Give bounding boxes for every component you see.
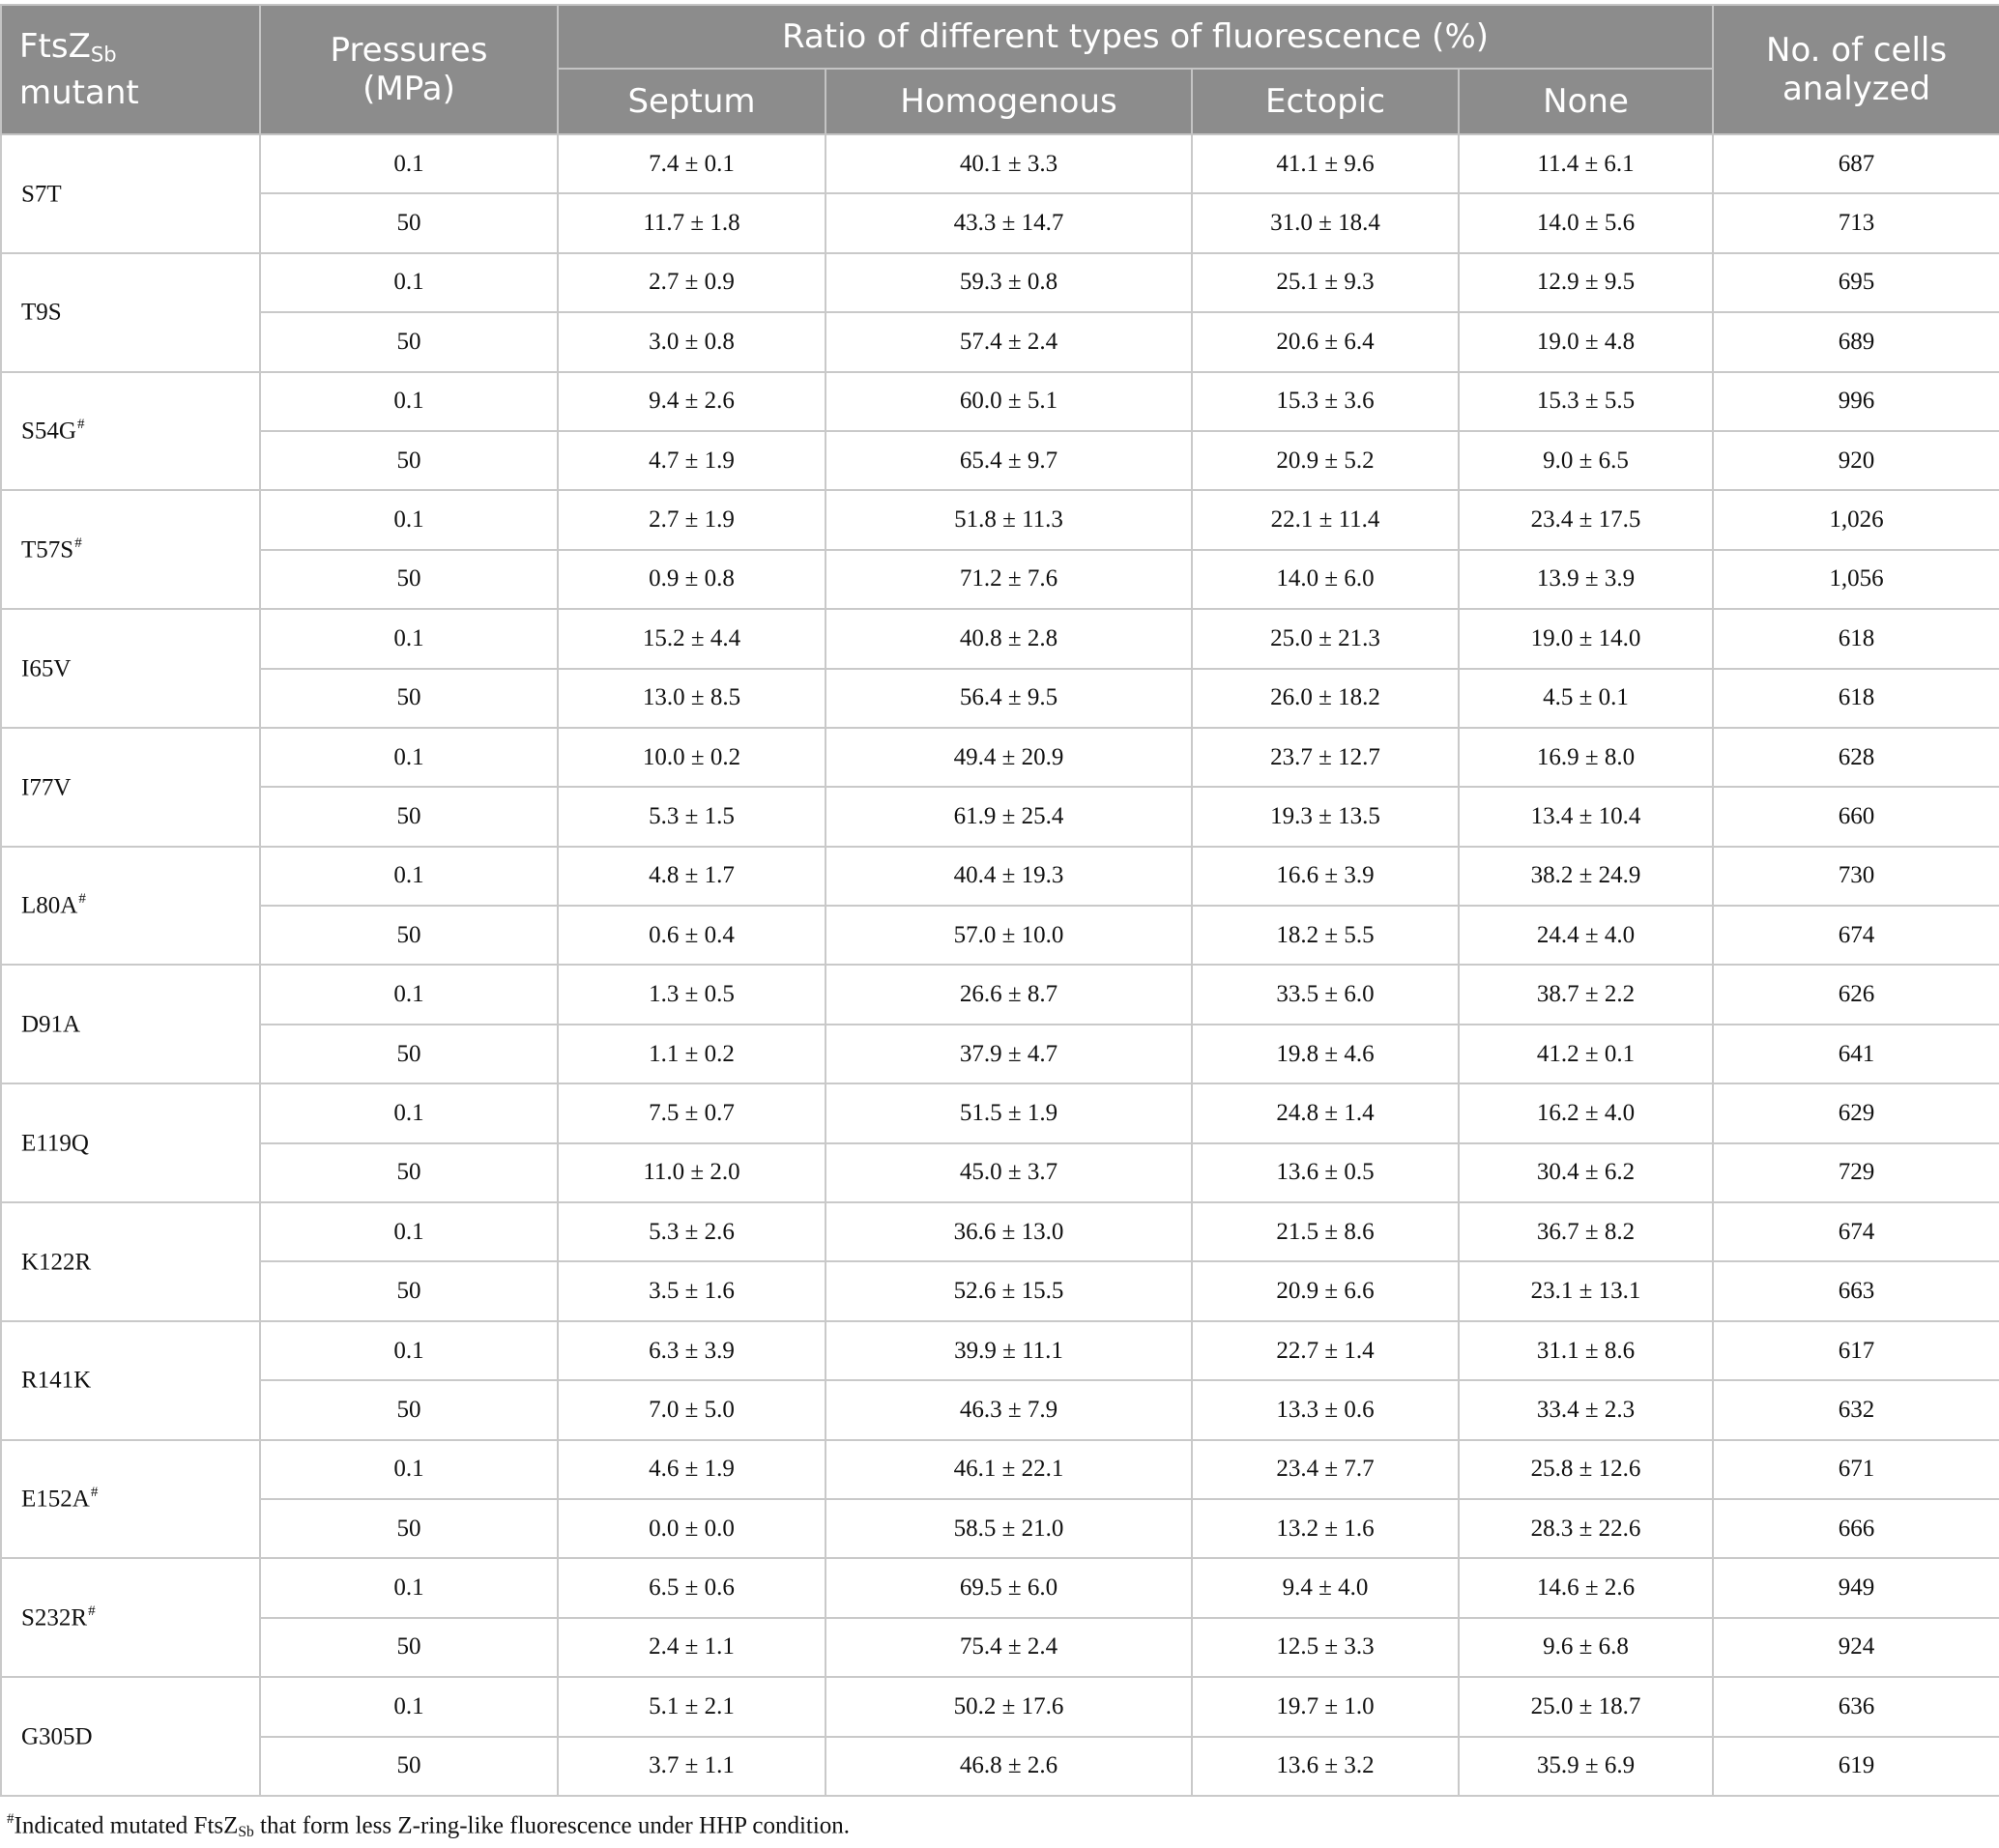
ectopic-cell: 33.5 ± 6.0	[1192, 965, 1459, 1024]
septum-cell: 11.7 ± 1.8	[558, 193, 826, 252]
pressure-cell: 0.1	[260, 1677, 558, 1736]
homogenous-cell: 60.0 ± 5.1	[826, 372, 1192, 431]
table-row	[1, 1202, 1999, 1261]
homogenous-cell: 61.9 ± 25.4	[826, 787, 1192, 846]
septum-cell: 15.2 ± 4.4	[558, 609, 826, 668]
ectopic-cell: 13.6 ± 3.2	[1192, 1737, 1459, 1796]
ectopic-cell: 13.3 ± 0.6	[1192, 1380, 1459, 1439]
cells-cell: 674	[1713, 1202, 1999, 1261]
none-cell: 11.4 ± 6.1	[1459, 134, 1713, 193]
septum-cell: 5.3 ± 1.5	[558, 787, 826, 846]
homogenous-cell: 56.4 ± 9.5	[826, 669, 1192, 728]
homogenous-cell: 75.4 ± 2.4	[826, 1618, 1192, 1677]
header-homogenous: Homogenous	[826, 69, 1192, 134]
pressure-cell: 0.1	[260, 1083, 558, 1142]
ectopic-cell: 20.6 ± 6.4	[1192, 312, 1459, 371]
none-cell: 19.0 ± 14.0	[1459, 609, 1713, 668]
none-cell: 16.2 ± 4.0	[1459, 1083, 1713, 1142]
none-cell: 9.0 ± 6.5	[1459, 431, 1713, 490]
mutant-name-cell: E152A#	[1, 1440, 260, 1559]
ectopic-cell: 13.6 ± 0.5	[1192, 1143, 1459, 1202]
pressure-cell: 0.1	[260, 490, 558, 549]
table-row	[1, 669, 1999, 728]
ectopic-cell: 12.5 ± 3.3	[1192, 1618, 1459, 1677]
none-cell: 16.9 ± 8.0	[1459, 728, 1713, 787]
pressure-cell: 50	[260, 431, 558, 490]
homogenous-cell: 46.3 ± 7.9	[826, 1380, 1192, 1439]
table-row	[1, 490, 1999, 549]
none-cell: 25.8 ± 12.6	[1459, 1440, 1713, 1499]
none-cell: 12.9 ± 9.5	[1459, 253, 1713, 312]
cells-cell: 949	[1713, 1558, 1999, 1617]
cells-cell: 636	[1713, 1677, 1999, 1736]
pressure-cell: 0.1	[260, 1558, 558, 1617]
none-cell: 28.3 ± 22.6	[1459, 1499, 1713, 1558]
septum-cell: 3.0 ± 0.8	[558, 312, 826, 371]
cells-cell: 660	[1713, 787, 1999, 846]
ectopic-cell: 26.0 ± 18.2	[1192, 669, 1459, 728]
none-cell: 15.3 ± 5.5	[1459, 372, 1713, 431]
table-row	[1, 728, 1999, 787]
header-septum: Septum	[558, 69, 826, 134]
homogenous-cell: 71.2 ± 7.6	[826, 550, 1192, 609]
ectopic-cell: 19.7 ± 1.0	[1192, 1677, 1459, 1736]
mutant-name-cell: S232R#	[1, 1558, 260, 1677]
ectopic-cell: 22.7 ± 1.4	[1192, 1321, 1459, 1380]
septum-cell: 1.3 ± 0.5	[558, 965, 826, 1024]
septum-cell: 2.7 ± 1.9	[558, 490, 826, 549]
none-cell: 24.4 ± 4.0	[1459, 906, 1713, 965]
septum-cell: 3.7 ± 1.1	[558, 1737, 826, 1796]
table-header	[1, 5, 1999, 134]
header-pressures: Pressures (MPa)	[260, 5, 558, 134]
cells-cell: 713	[1713, 193, 1999, 252]
table-row	[1, 1380, 1999, 1439]
pressure-cell: 50	[260, 669, 558, 728]
none-cell: 31.1 ± 8.6	[1459, 1321, 1713, 1380]
cells-cell: 687	[1713, 134, 1999, 193]
header-ratio-group: Ratio of different types of fluorescence (%)	[558, 5, 1713, 69]
pressure-cell: 50	[260, 1737, 558, 1796]
homogenous-cell: 46.8 ± 2.6	[826, 1737, 1192, 1796]
homogenous-cell: 51.8 ± 11.3	[826, 490, 1192, 549]
cells-cell: 689	[1713, 312, 1999, 371]
pressure-cell: 0.1	[260, 847, 558, 906]
mutant-name-cell: I65V	[1, 609, 260, 728]
cells-cell: 695	[1713, 253, 1999, 312]
cells-cell: 628	[1713, 728, 1999, 787]
septum-cell: 4.8 ± 1.7	[558, 847, 826, 906]
septum-cell: 6.3 ± 3.9	[558, 1321, 826, 1380]
septum-cell: 6.5 ± 0.6	[558, 1558, 826, 1617]
pressure-cell: 0.1	[260, 253, 558, 312]
none-cell: 30.4 ± 6.2	[1459, 1143, 1713, 1202]
ectopic-cell: 31.0 ± 18.4	[1192, 193, 1459, 252]
ectopic-cell: 23.7 ± 12.7	[1192, 728, 1459, 787]
none-cell: 35.9 ± 6.9	[1459, 1737, 1713, 1796]
homogenous-cell: 57.0 ± 10.0	[826, 906, 1192, 965]
pressure-cell: 50	[260, 787, 558, 846]
table-row	[1, 1025, 1999, 1083]
table-row	[1, 134, 1999, 193]
cells-cell: 632	[1713, 1380, 1999, 1439]
septum-cell: 2.4 ± 1.1	[558, 1618, 826, 1677]
cells-cell: 663	[1713, 1261, 1999, 1320]
table-row	[1, 1558, 1999, 1617]
table-row	[1, 787, 1999, 846]
table-row	[1, 253, 1999, 312]
ectopic-cell: 20.9 ± 5.2	[1192, 431, 1459, 490]
cells-cell: 996	[1713, 372, 1999, 431]
cells-cell: 729	[1713, 1143, 1999, 1202]
pressure-cell: 50	[260, 193, 558, 252]
table-row	[1, 1677, 1999, 1736]
septum-cell: 3.5 ± 1.6	[558, 1261, 826, 1320]
homogenous-cell: 36.6 ± 13.0	[826, 1202, 1192, 1261]
homogenous-cell: 40.8 ± 2.8	[826, 609, 1192, 668]
septum-cell: 4.7 ± 1.9	[558, 431, 826, 490]
table-row	[1, 847, 1999, 906]
table-row	[1, 312, 1999, 371]
homogenous-cell: 51.5 ± 1.9	[826, 1083, 1192, 1142]
table-row	[1, 193, 1999, 252]
table-row	[1, 1737, 1999, 1796]
septum-cell: 5.3 ± 2.6	[558, 1202, 826, 1261]
homogenous-cell: 52.6 ± 15.5	[826, 1261, 1192, 1320]
ectopic-cell: 14.0 ± 6.0	[1192, 550, 1459, 609]
ectopic-cell: 23.4 ± 7.7	[1192, 1440, 1459, 1499]
pressure-cell: 0.1	[260, 728, 558, 787]
septum-cell: 7.0 ± 5.0	[558, 1380, 826, 1439]
mutant-name-cell: G305D	[1, 1677, 260, 1796]
septum-cell: 4.6 ± 1.9	[558, 1440, 826, 1499]
homogenous-cell: 65.4 ± 9.7	[826, 431, 1192, 490]
septum-cell: 0.9 ± 0.8	[558, 550, 826, 609]
ectopic-cell: 25.1 ± 9.3	[1192, 253, 1459, 312]
homogenous-cell: 45.0 ± 3.7	[826, 1143, 1192, 1202]
homogenous-cell: 59.3 ± 0.8	[826, 253, 1192, 312]
ectopic-cell: 21.5 ± 8.6	[1192, 1202, 1459, 1261]
homogenous-cell: 57.4 ± 2.4	[826, 312, 1192, 371]
cells-cell: 617	[1713, 1321, 1999, 1380]
none-cell: 41.2 ± 0.1	[1459, 1025, 1713, 1083]
header-mutant: FtsZ$_{Sb}$ mutant	[1, 5, 260, 134]
none-cell: 14.0 ± 5.6	[1459, 193, 1713, 252]
mutant-name-cell: T9S	[1, 253, 260, 372]
ectopic-cell: 16.6 ± 3.9	[1192, 847, 1459, 906]
cells-cell: 618	[1713, 609, 1999, 668]
pressure-cell: 0.1	[260, 372, 558, 431]
table-row	[1, 1261, 1999, 1320]
homogenous-cell: 40.4 ± 19.3	[826, 847, 1192, 906]
pressure-cell: 0.1	[260, 1202, 558, 1261]
none-cell: 33.4 ± 2.3	[1459, 1380, 1713, 1439]
table-body	[1, 134, 1999, 1796]
table-row	[1, 431, 1999, 490]
pressure-cell: 50	[260, 1025, 558, 1083]
table-row	[1, 906, 1999, 965]
mutant-name-cell: S7T	[1, 134, 260, 253]
pressure-cell: 0.1	[260, 1321, 558, 1380]
septum-cell: 0.0 ± 0.0	[558, 1499, 826, 1558]
none-cell: 36.7 ± 8.2	[1459, 1202, 1713, 1261]
mutant-name-cell: R141K	[1, 1321, 260, 1440]
ectopic-cell: 19.3 ± 13.5	[1192, 787, 1459, 846]
none-cell: 38.7 ± 2.2	[1459, 965, 1713, 1024]
mutant-name-cell: T57S#	[1, 490, 260, 609]
ectopic-cell: 9.4 ± 4.0	[1192, 1558, 1459, 1617]
mutant-name-cell: L80A#	[1, 847, 260, 966]
septum-cell: 13.0 ± 8.5	[558, 669, 826, 728]
pressure-cell: 50	[260, 312, 558, 371]
table-row	[1, 1499, 1999, 1558]
cells-cell: 730	[1713, 847, 1999, 906]
none-cell: 13.9 ± 3.9	[1459, 550, 1713, 609]
table-row	[1, 1440, 1999, 1499]
table-row	[1, 965, 1999, 1024]
mutant-name-cell: K122R	[1, 1202, 260, 1321]
none-cell: 25.0 ± 18.7	[1459, 1677, 1713, 1736]
cells-cell: 671	[1713, 1440, 1999, 1499]
septum-cell: 11.0 ± 2.0	[558, 1143, 826, 1202]
cells-cell: 666	[1713, 1499, 1999, 1558]
table-row	[1, 1321, 1999, 1380]
fluorescence-table	[0, 4, 1999, 1797]
cells-cell: 641	[1713, 1025, 1999, 1083]
pressure-cell: 0.1	[260, 965, 558, 1024]
mutant-name-cell: E119Q	[1, 1083, 260, 1202]
header-cells: No. of cells analyzed	[1713, 5, 1999, 134]
cells-cell: 1,026	[1713, 490, 1999, 549]
septum-cell: 9.4 ± 2.6	[558, 372, 826, 431]
cells-cell: 629	[1713, 1083, 1999, 1142]
pressure-cell: 50	[260, 1261, 558, 1320]
pressure-cell: 50	[260, 1618, 558, 1677]
none-cell: 4.5 ± 0.1	[1459, 669, 1713, 728]
homogenous-cell: 43.3 ± 14.7	[826, 193, 1192, 252]
none-cell: 38.2 ± 24.9	[1459, 847, 1713, 906]
table-row	[1, 609, 1999, 668]
ectopic-cell: 25.0 ± 21.3	[1192, 609, 1459, 668]
header-ectopic: Ectopic	[1192, 69, 1459, 134]
none-cell: 23.1 ± 13.1	[1459, 1261, 1713, 1320]
mutant-name-cell: D91A	[1, 965, 260, 1083]
none-cell: 23.4 ± 17.5	[1459, 490, 1713, 549]
none-cell: 9.6 ± 6.8	[1459, 1618, 1713, 1677]
ectopic-cell: 18.2 ± 5.5	[1192, 906, 1459, 965]
septum-cell: 10.0 ± 0.2	[558, 728, 826, 787]
pressure-cell: 0.1	[260, 134, 558, 193]
homogenous-cell: 37.9 ± 4.7	[826, 1025, 1192, 1083]
septum-cell: 0.6 ± 0.4	[558, 906, 826, 965]
homogenous-cell: 50.2 ± 17.6	[826, 1677, 1192, 1736]
septum-cell: 2.7 ± 0.9	[558, 253, 826, 312]
homogenous-cell: 69.5 ± 6.0	[826, 1558, 1192, 1617]
pressure-cell: 50	[260, 1499, 558, 1558]
septum-cell: 1.1 ± 0.2	[558, 1025, 826, 1083]
ectopic-cell: 19.8 ± 4.6	[1192, 1025, 1459, 1083]
cells-cell: 924	[1713, 1618, 1999, 1677]
septum-cell: 7.5 ± 0.7	[558, 1083, 826, 1142]
footnote: #Indicated mutated FtsZ$_{Sb}$ that form less Z-ring-like fluorescence under HHP condition.	[7, 1811, 851, 1840]
table-row	[1, 1083, 1999, 1142]
cells-cell: 674	[1713, 906, 1999, 965]
none-cell: 13.4 ± 10.4	[1459, 787, 1713, 846]
pressure-cell: 0.1	[260, 609, 558, 668]
mutant-name-cell: S54G#	[1, 372, 260, 491]
pressure-cell: 50	[260, 1380, 558, 1439]
pressure-cell: 0.1	[260, 1440, 558, 1499]
table-row	[1, 1618, 1999, 1677]
homogenous-cell: 26.6 ± 8.7	[826, 965, 1192, 1024]
none-cell: 14.6 ± 2.6	[1459, 1558, 1713, 1617]
cells-cell: 920	[1713, 431, 1999, 490]
septum-cell: 7.4 ± 0.1	[558, 134, 826, 193]
pressure-cell: 50	[260, 1143, 558, 1202]
pressure-cell: 50	[260, 550, 558, 609]
table-row	[1, 1143, 1999, 1202]
homogenous-cell: 49.4 ± 20.9	[826, 728, 1192, 787]
ectopic-cell: 22.1 ± 11.4	[1192, 490, 1459, 549]
homogenous-cell: 39.9 ± 11.1	[826, 1321, 1192, 1380]
cells-cell: 1,056	[1713, 550, 1999, 609]
table-row	[1, 372, 1999, 431]
cells-cell: 619	[1713, 1737, 1999, 1796]
none-cell: 19.0 ± 4.8	[1459, 312, 1713, 371]
homogenous-cell: 58.5 ± 21.0	[826, 1499, 1192, 1558]
homogenous-cell: 46.1 ± 22.1	[826, 1440, 1192, 1499]
homogenous-cell: 40.1 ± 3.3	[826, 134, 1192, 193]
cells-cell: 618	[1713, 669, 1999, 728]
header-none: None	[1459, 69, 1713, 134]
ectopic-cell: 24.8 ± 1.4	[1192, 1083, 1459, 1142]
septum-cell: 5.1 ± 2.1	[558, 1677, 826, 1736]
cells-cell: 626	[1713, 965, 1999, 1024]
ectopic-cell: 15.3 ± 3.6	[1192, 372, 1459, 431]
mutant-name-cell: I77V	[1, 728, 260, 847]
pressure-cell: 50	[260, 906, 558, 965]
ectopic-cell: 41.1 ± 9.6	[1192, 134, 1459, 193]
table-row	[1, 550, 1999, 609]
ectopic-cell: 13.2 ± 1.6	[1192, 1499, 1459, 1558]
ectopic-cell: 20.9 ± 6.6	[1192, 1261, 1459, 1320]
